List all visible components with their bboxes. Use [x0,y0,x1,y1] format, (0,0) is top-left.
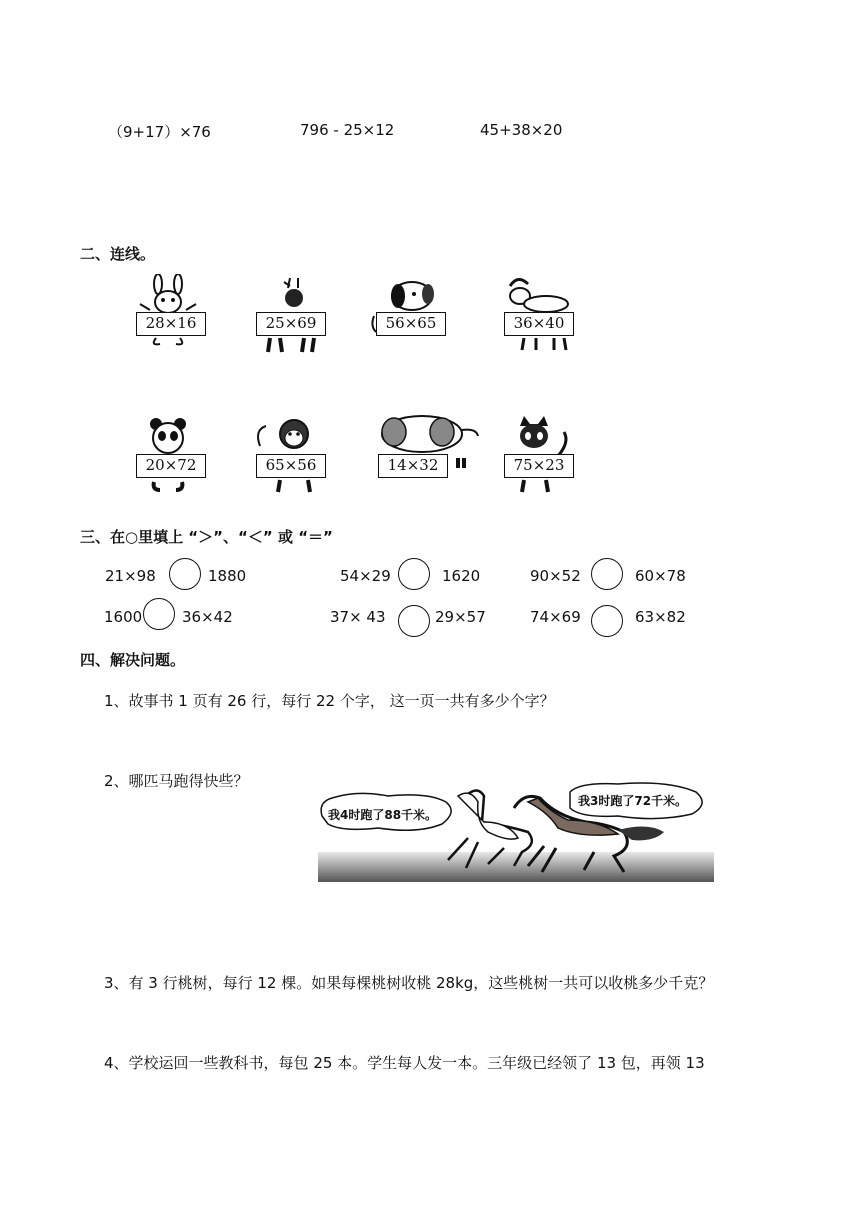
compare-left: 74×69 [530,608,581,626]
question-4: 4、学校运回一些教科书，每包 25 本。学生每人发一本。三年级已经领了 13 包，再领 13 [104,1054,705,1072]
compare-circle[interactable] [169,558,201,590]
section-2-title: 二、连线。 [80,245,156,263]
card-label: 65×56 [256,454,326,478]
compare-circle[interactable] [398,605,430,637]
section-4-title: 四、解决问题。 [80,651,186,669]
card-label: 36×40 [504,312,574,336]
compare-circle[interactable] [143,598,175,630]
compare-left: 54×29 [340,567,391,585]
card-rabbit [130,274,220,354]
card-label: 28×16 [136,312,206,336]
compare-right: 29×57 [435,608,486,626]
card-label: 14×32 [378,454,448,478]
compare-right: 1880 [208,567,247,585]
card-elephant [372,410,462,490]
card-label: 20×72 [136,454,206,478]
expression-3: 45+38×20 [480,121,563,139]
expression-1: （9+17）×76 [108,123,211,141]
compare-left: 1600 [104,608,143,626]
speech-bubble-left: 我4时跑了88千米。 [328,808,438,822]
compare-circle[interactable] [591,558,623,590]
question-1: 1、故事书 1 页有 26 行，每行 22 个字， 这一页一共有多少个字？ [104,692,555,710]
card-goat [498,274,588,354]
question-3: 3、有 3 行桃树，每行 12 棵。如果每棵桃树收桃 28kg，这些桃树一共可以收桃多少千克？ [104,974,714,992]
elephant-icon [372,410,482,496]
compare-right: 36×42 [182,608,233,626]
card-dog [370,274,460,354]
compare-right: 63×82 [635,608,686,626]
card-deer [250,274,340,354]
compare-circle[interactable] [398,558,430,590]
compare-right: 60×78 [635,567,686,585]
card-cat [498,416,588,496]
section-3-title: 三、在○里填上 “＞”、“＜” 或 “＝” [80,528,333,546]
compare-left: 21×98 [105,567,156,585]
card-monkey [250,416,340,496]
horses-illustration [318,782,714,882]
expression-2: 796 - 25×12 [300,121,395,139]
card-label: 25×69 [256,312,326,336]
card-label: 56×65 [376,312,446,336]
compare-left: 90×52 [530,567,581,585]
card-panda [130,416,220,496]
card-label: 75×23 [504,454,574,478]
compare-left: 37× 43 [330,608,386,626]
compare-right: 1620 [442,567,481,585]
compare-circle[interactable] [591,605,623,637]
question-2: 2、哪匹马跑得快些？ [104,772,249,790]
speech-bubble-right: 我3时跑了72千米。 [578,794,688,808]
